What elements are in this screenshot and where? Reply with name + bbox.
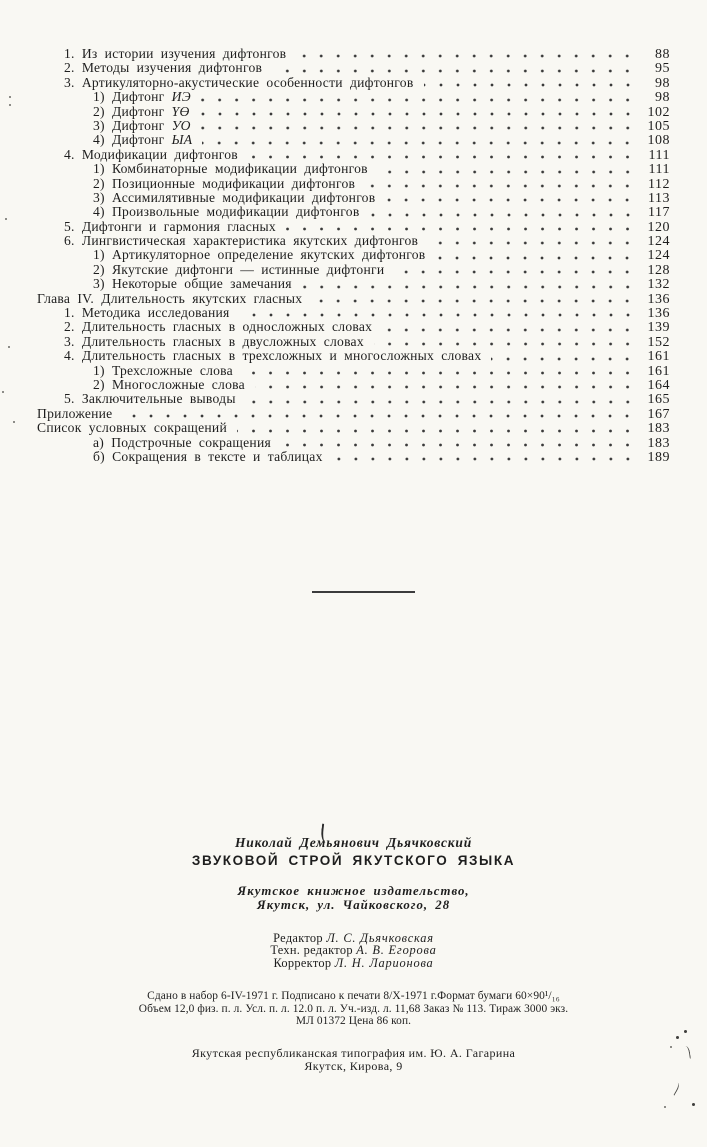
toc-leader-dots <box>281 442 636 448</box>
toc-leader-dots <box>200 111 636 117</box>
toc-entry-text: а) Подстрочные сокращения <box>93 434 271 450</box>
toc-leader-dots <box>248 154 636 160</box>
scan-artifact <box>13 421 15 423</box>
toc-leader-dots <box>365 183 636 189</box>
toc-entry-label <box>93 248 425 262</box>
toc-entry-label <box>93 177 355 191</box>
toc-entry-text: 4) Дифтонг <box>93 132 172 148</box>
toc-page-number: 164 <box>647 377 670 393</box>
toc-entry-label <box>93 263 384 277</box>
colophon <box>0 836 707 1073</box>
toc-entry <box>37 450 670 464</box>
toc-entry <box>37 320 670 334</box>
toc-entry-label <box>64 320 372 334</box>
toc-entry <box>37 335 670 349</box>
toc-entry <box>37 378 670 392</box>
toc-leader-dots <box>286 226 636 232</box>
toc-page-number: 124 <box>647 234 670 250</box>
scan-artifact <box>692 1103 695 1106</box>
toc-entry <box>37 47 670 61</box>
toc-entry-text: 2) Якутские дифтонги — истинные дифтонги <box>93 261 385 277</box>
toc-leader-dots <box>428 240 636 246</box>
toc-page-number: 112 <box>648 176 670 192</box>
toc-page-number: 161 <box>647 363 670 379</box>
toc-entry-text: 1. Из истории изучения дифтонгов <box>64 46 287 61</box>
imprint-line: Сдано в набор 6-IV-1971 г. Подписано к печати 8/X-1971 г.Формат бумаги 60×90¹/₁₆ <box>147 990 560 1003</box>
toc-entry <box>37 277 670 291</box>
toc-page-number: 111 <box>648 162 670 178</box>
toc-entry <box>37 119 670 133</box>
toc-leader-dots <box>296 53 636 59</box>
author-name: Николай Демьянович Дьячковский <box>234 835 473 850</box>
toc-entry-label <box>93 277 292 291</box>
staff-role: Корректор <box>273 955 335 970</box>
toc-entry-term: ҮӨ <box>171 103 190 119</box>
table-of-contents <box>37 47 670 464</box>
toc-leader-dots <box>491 356 636 362</box>
scan-artifact <box>5 218 7 220</box>
staff-person: Л. Н. Ларионова <box>334 955 434 970</box>
toc-entry-text: 3) Ассимилятивные модификации дифтонгов <box>93 189 376 205</box>
toc-entry-label <box>37 421 227 435</box>
toc-leader-dots <box>201 125 636 131</box>
toc-entry-chapter <box>37 292 670 306</box>
toc-entry-term: ИЭ <box>171 89 191 105</box>
toc-entry-text: 5. Дифтонги и гармония гласных <box>64 218 276 234</box>
toc-page-number: 120 <box>647 219 670 235</box>
toc-entry-text: 4. Модификации дифтонгов <box>64 146 238 162</box>
staff-person: А. В. Егорова <box>356 943 437 958</box>
staff-person: Л. С. Дьячковская <box>326 931 434 945</box>
toc-page-number: 88 <box>655 47 670 62</box>
toc-page-number: 161 <box>647 349 670 365</box>
toc-leader-dots <box>237 428 636 434</box>
scan-artifact <box>9 104 11 106</box>
toc-page-number: 98 <box>655 90 670 106</box>
toc-entry-label <box>93 105 190 119</box>
toc-leader-dots <box>240 312 637 318</box>
toc-entry-label <box>93 436 271 450</box>
toc-leader-dots <box>374 341 636 347</box>
publisher-line: Якутское книжное издательство, <box>237 884 470 898</box>
toc-entry-label <box>93 378 245 392</box>
toc-entry-label <box>93 364 233 378</box>
toc-entry-text: Список условных сокращений <box>37 420 227 436</box>
toc-entry <box>37 148 670 162</box>
toc-leader-dots <box>202 140 636 146</box>
section-divider-rule <box>312 591 415 593</box>
toc-page-number: 165 <box>647 392 670 408</box>
staff-line <box>0 957 707 969</box>
toc-leader-dots <box>255 384 636 390</box>
publisher-address: Якутск, ул. Чайковского, 28 <box>256 897 451 912</box>
toc-entry-text: 1) Комбинаторные модификации дифтонгов <box>93 161 368 177</box>
toc-leader-dots <box>435 255 636 261</box>
toc-leader-dots <box>370 212 636 218</box>
toc-entry-text: 3. Артикуляторно-акустические особенности дифтонгов <box>64 74 414 90</box>
toc-entry-term: ЫА <box>171 132 193 148</box>
toc-page-number: 113 <box>648 190 670 206</box>
toc-entry <box>37 76 670 90</box>
toc-entry-label <box>64 76 414 90</box>
toc-entry <box>37 90 670 104</box>
toc-leader-dots <box>272 68 636 74</box>
toc-page-number: 167 <box>647 406 670 422</box>
toc-entry-text: 2. Длительность гласных в односложных словах <box>64 319 373 335</box>
toc-page-number: 139 <box>647 320 670 336</box>
toc-entry <box>37 61 670 75</box>
toc-leader-dots <box>333 456 636 462</box>
toc-entry <box>37 177 670 191</box>
toc-entry-text: 3) Дифтонг <box>93 117 172 133</box>
toc-leader-dots <box>385 197 636 203</box>
toc-leader-dots <box>243 370 636 376</box>
toc-leader-dots <box>246 399 636 405</box>
toc-entry-text: Глава IV. Длительность якутских гласных <box>37 290 303 306</box>
toc-leader-dots <box>424 82 637 88</box>
toc-entry <box>37 191 670 205</box>
toc-entry <box>37 349 670 363</box>
toc-entry-text: 1. Методика исследования <box>64 305 230 321</box>
toc-entry-text: 1) Трехсложные слова <box>93 362 233 378</box>
toc-entry-label <box>64 220 276 234</box>
toc-leader-dots <box>382 327 636 333</box>
toc-leader-dots <box>312 298 636 304</box>
toc-entry-label <box>64 61 262 75</box>
toc-entry <box>37 105 670 119</box>
toc-page-number: 108 <box>647 133 670 149</box>
imprint-line: МЛ 01372 Цена 86 коп. <box>295 1014 412 1027</box>
toc-entry <box>37 407 670 421</box>
toc-entry-label <box>64 392 236 406</box>
staff-role: Техн. редактор <box>270 943 357 958</box>
printer-line: Якутская республиканская типография им. Ю. А. Гагарина <box>191 1046 516 1061</box>
toc-page-number: 132 <box>647 277 670 293</box>
toc-entry-text: 4) Произвольные модификации дифтонгов <box>93 204 360 220</box>
toc-entry-label <box>93 90 191 104</box>
toc-entry-label <box>64 148 238 162</box>
toc-entry-text: 5. Заключительные выводы <box>64 391 236 407</box>
printer-block <box>0 1047 707 1073</box>
toc-entry-text: 3) Некоторые общие замечания <box>93 276 292 292</box>
toc-entry-text: 2) Многосложные слова <box>93 376 245 392</box>
toc-leader-dots <box>201 97 636 103</box>
toc-entry-label <box>64 335 364 349</box>
toc-leader-dots <box>394 269 636 275</box>
toc-page-number: 152 <box>647 334 670 350</box>
toc-page-number: 124 <box>647 248 670 264</box>
toc-entry-label <box>93 205 360 219</box>
toc-entry-text: 4. Длительность гласных в трехсложных и многосложных словах <box>64 348 482 364</box>
toc-entry-label <box>93 162 368 176</box>
toc-entry-text: Приложение <box>37 405 113 421</box>
imprint-line: Объем 12,0 физ. п. л. Усл. п. л. 12.0 п. л. Уч.-изд. л. 11,68 Заказ № 113. Тираж 3000 экз. <box>138 1002 569 1015</box>
toc-entry-label <box>93 133 192 147</box>
toc-entry-label <box>64 47 286 61</box>
toc-page-number: 98 <box>655 75 670 91</box>
toc-entry-text: 2. Методы изучения дифтонгов <box>64 60 263 76</box>
toc-entry-term: УО <box>171 117 191 133</box>
toc-page-number: 136 <box>647 306 670 322</box>
toc-entry-label <box>64 349 481 363</box>
toc-leader-dots <box>122 413 636 419</box>
toc-page-number: 128 <box>647 262 670 278</box>
toc-entry-label <box>37 407 112 421</box>
scan-artifact <box>669 1081 681 1095</box>
toc-entry-label <box>93 450 323 464</box>
printer-address: Якутск, Кирова, 9 <box>304 1059 403 1074</box>
toc-entry <box>37 162 670 176</box>
toc-entry-text: 1) Артикуляторное определение якутских дифтонгов <box>93 247 426 263</box>
staff-role: Редактор <box>273 931 327 945</box>
toc-entry-label <box>37 292 302 306</box>
toc-page-number: 189 <box>647 449 670 465</box>
scan-artifact <box>664 1106 666 1108</box>
toc-page-number: 95 <box>655 61 670 77</box>
toc-leader-dots <box>302 284 636 290</box>
toc-entry-text: 1) Дифтонг <box>93 89 172 105</box>
imprint-block <box>0 990 707 1027</box>
toc-entry-text: 2) Дифтонг <box>93 103 172 119</box>
toc-entry <box>37 133 670 147</box>
toc-entry-label <box>64 234 418 248</box>
toc-page-number: 136 <box>647 291 670 307</box>
editorial-staff-block <box>0 932 707 969</box>
publisher-block <box>0 885 707 912</box>
toc-entry <box>37 392 670 406</box>
toc-leader-dots <box>378 169 636 175</box>
toc-entry-text: 6. Лингвистическая характеристика якутских дифтонгов <box>64 233 419 249</box>
toc-entry <box>37 234 670 248</box>
toc-entry <box>37 306 670 320</box>
toc-page-number: 105 <box>647 118 670 134</box>
book-title: ЗВУКОВОЙ СТРОЙ ЯКУТСКОГО ЯЗЫКА <box>191 853 516 868</box>
toc-entry-label <box>93 191 375 205</box>
toc-entry-label <box>93 119 191 133</box>
toc-entry <box>37 205 670 219</box>
toc-page-number: 111 <box>648 147 670 163</box>
toc-entry-text: б) Сокращения в тексте и таблицах <box>93 448 323 464</box>
toc-entry <box>37 436 670 450</box>
toc-entry <box>37 220 670 234</box>
toc-entry-label <box>64 306 230 320</box>
toc-entry <box>37 421 670 435</box>
toc-entry-text: 3. Длительность гласных в двусложных словах <box>64 333 364 349</box>
toc-entry <box>37 263 670 277</box>
toc-page-number: 183 <box>647 435 670 451</box>
toc-page-number: 183 <box>647 421 670 437</box>
toc-entry <box>37 248 670 262</box>
toc-entry-text: 2) Позиционные модификации дифтонгов <box>93 175 356 191</box>
scan-artifact <box>2 391 4 393</box>
scan-artifact <box>9 96 11 98</box>
toc-page-number: 102 <box>647 104 670 120</box>
scan-artifact <box>8 346 10 348</box>
toc-entry <box>37 364 670 378</box>
toc-page-number: 117 <box>648 205 670 221</box>
